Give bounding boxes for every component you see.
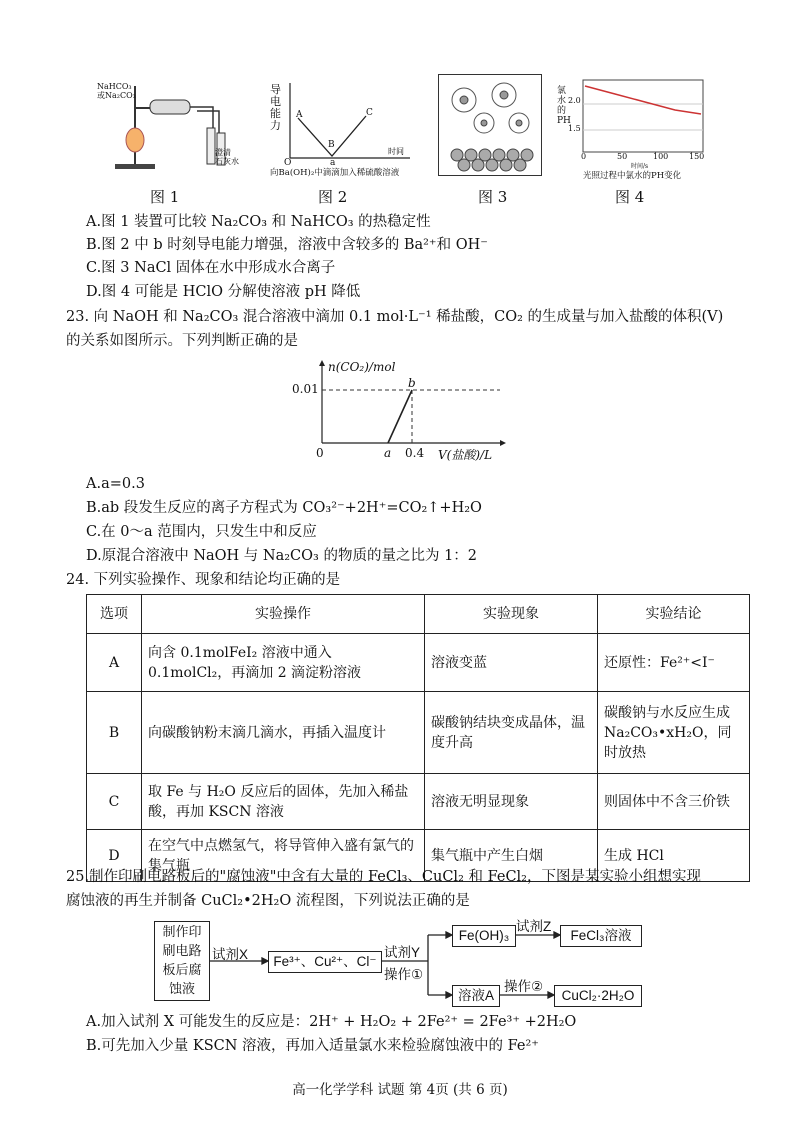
q23-ylabel: n(CO₂)/mol (328, 360, 396, 374)
row-c-conclusion: 则固体中不含三价铁 (598, 774, 750, 830)
q23-stem-line1: 23. 向 NaOH 和 Na₂CO₃ 混合溶液中滴加 0.1 mol·L⁻¹ 稀盐酸，CO₂ 的生成量与加入盐酸的体积(V) (66, 309, 724, 325)
table-row (87, 692, 750, 774)
q23-point-a: a (384, 446, 392, 460)
q22-option-a: A.图 1 装置可比较 Na₂CO₃ 和 NaHCO₃ 的热稳定性 (86, 214, 431, 230)
fig1-limewater-label: 澄清 石灰水 (215, 148, 239, 166)
q23-option-c: C.在 0～a 范围内，只发生中和反应 (86, 524, 317, 540)
q22-option-b: B.图 2 中 b 时刻导电能力增强，溶液中含较多的 Ba²⁺和 OH⁻ (86, 237, 488, 253)
flow-product-box: CuCl₂·2H₂O (554, 985, 642, 1007)
figure-2-conductivity (270, 78, 420, 178)
row-b-option: B (87, 692, 142, 774)
fig4-xtick-150: 150 (689, 152, 705, 161)
flow-op1: 操作① (384, 967, 424, 982)
row-b-operation: 向碳酸钠粉末滴几滴水，再插入温度计 (142, 692, 425, 774)
flow-solution-a-box: 溶液A (452, 985, 500, 1007)
hydrated-ions-drawing (439, 75, 541, 175)
row-a-option: A (87, 634, 142, 692)
fig2-point-b: B (328, 140, 335, 150)
q25-flowchart (150, 915, 670, 1011)
fig2-ylabel: 导电能力 (270, 83, 281, 132)
row-b-conclusion: 碳酸钠与水反应生成 Na₂CO₃•xH₂O，同时放热 (598, 692, 750, 774)
flow-reagent-z: 试剂Z (516, 919, 552, 934)
table-header-row (87, 595, 750, 634)
fig2-point-a: A (296, 110, 303, 120)
page-footer: 高一化学学科 试题 第 4页 (共 6 页) (292, 1082, 508, 1098)
q23-origin: 0 (316, 446, 324, 460)
row-d-operation: 在空气中点燃氢气，将导管伸入盛有氯气的集气瓶 (142, 830, 425, 882)
table-row (87, 634, 750, 692)
flow-ions-box: Fe³⁺、Cu²⁺、Cl⁻ (268, 951, 382, 973)
fig4-xunit: 时间/s (631, 163, 649, 170)
fig1-caption: 图 1 (150, 188, 180, 206)
figure-1-apparatus (95, 78, 245, 178)
q23-option-a: A.a=0.3 (86, 476, 145, 492)
q23-ytick: 0.01 (292, 382, 319, 396)
fig4-ytick-2: 1.5 (568, 124, 581, 133)
figure-3-hydrated-ions (438, 74, 542, 176)
row-d-option: D (87, 830, 142, 882)
flow-start-box: 制作印 刷电路 板后腐 蚀液 (154, 921, 210, 1001)
fig4-xtick-0: 0 (581, 152, 587, 161)
q25-option-b: B.可先加入少量 KSCN 溶液，再加入适量氯水来检验腐蚀液中的 Fe²⁺ (86, 1038, 539, 1054)
q24-experiment-table (86, 594, 750, 882)
q22-option-c: C.图 3 NaCl 固体在水中形成水合离子 (86, 260, 336, 276)
q23-stem-line2: 的关系如图所示。下列判断正确的是 (66, 333, 298, 349)
fig4-ytick-1: 2.0 (568, 96, 581, 105)
fig2-xnote: 向Ba(OH)₂中滴滴加入稀硫酸溶液 (270, 168, 400, 178)
q25-stem-line2: 腐蚀液的再生并制备 CuCl₂•2H₂O 流程图，下列说法正确的是 (66, 893, 470, 909)
table-row (87, 774, 750, 830)
q25-option-a: A.加入试剂 X 可能发生的反应是：2H⁺ + H₂O₂ + 2Fe²⁺ = 2Fe³⁺ +2H₂O (86, 1014, 577, 1030)
row-a-phenomenon: 溶液变蓝 (425, 634, 598, 692)
q23-option-d: D.原混合溶液中 NaOH 与 Na₂CO₃ 的物质的量之比为 1：2 (86, 548, 478, 564)
flow-reagent-y: 试剂Y (384, 945, 421, 960)
q23-graph (290, 358, 510, 468)
fig4-xtick-50: 50 (617, 152, 628, 161)
q24-stem: 24. 下列实验操作、现象和结论均正确的是 (66, 572, 341, 588)
row-c-phenomenon: 溶液无明显现象 (425, 774, 598, 830)
flow-fecl3-box: FeCl₃溶液 (560, 925, 642, 947)
row-c-operation: 取 Fe 与 H₂O 反应后的固体，先加入稀盐酸，再加 KSCN 溶液 (142, 774, 425, 830)
fig2-a-tick: a (330, 158, 336, 168)
row-d-phenomenon: 集气瓶中产生白烟 (425, 830, 598, 882)
row-b-phenomenon: 碳酸钠结块变成晶体，温度升高 (425, 692, 598, 774)
header-operation: 实验操作 (142, 595, 425, 634)
row-d-conclusion: 生成 HCl (598, 830, 750, 882)
q23-xlabel: V(盐酸)/L (438, 448, 493, 462)
header-phenomenon: 实验现象 (425, 595, 598, 634)
q23-xtick: 0.4 (405, 446, 425, 460)
fig4-ylabel: 氯水的PH (557, 86, 571, 126)
q23-point-b: b (408, 376, 416, 390)
q25-stem-line1: 25.制作印刷电路板后的"腐蚀液"中含有大量的 FeCl₃、CuCl₂ 和 FeCl₂，下图是某实验小组想实现 (66, 869, 701, 885)
fig2-origin: O (284, 158, 292, 168)
q22-option-d: D.图 4 可能是 HClO 分解使溶液 pH 降低 (86, 284, 361, 300)
fig2-xlabel: 时间 (388, 147, 404, 156)
flow-op2: 操作② (504, 979, 544, 994)
flow-reagent-x: 试剂X (212, 947, 249, 962)
conductivity-graph (270, 78, 420, 178)
header-option: 选项 (87, 595, 142, 634)
q23-option-b: B.ab 段发生反应的离子方程式为 CO₃²⁻+2H⁺=CO₂↑+H₂O (86, 500, 482, 516)
row-a-operation: 向含 0.1molFeI₂ 溶液中通入 0.1molCl₂，再滴加 2 滴淀粉溶液 (142, 634, 425, 692)
header-conclusion: 实验结论 (598, 595, 750, 634)
fig1-chem-label: NaHCO₃ 或Na₂CO₃ (97, 82, 136, 100)
fig3-caption: 图 3 (478, 188, 508, 206)
fig2-point-c: C (366, 108, 373, 118)
flow-feoh3-box: Fe(OH)₃ (452, 925, 516, 947)
fig4-xnote: 光照过程中氯水的PH变化 (583, 171, 682, 181)
figure-4-ph-curve (555, 72, 715, 184)
fig4-xtick-100: 100 (653, 152, 669, 161)
fig4-caption: 图 4 (615, 188, 645, 206)
fig2-caption: 图 2 (318, 188, 348, 206)
row-a-conclusion: 还原性：Fe²⁺<I⁻ (598, 634, 750, 692)
row-c-option: C (87, 774, 142, 830)
